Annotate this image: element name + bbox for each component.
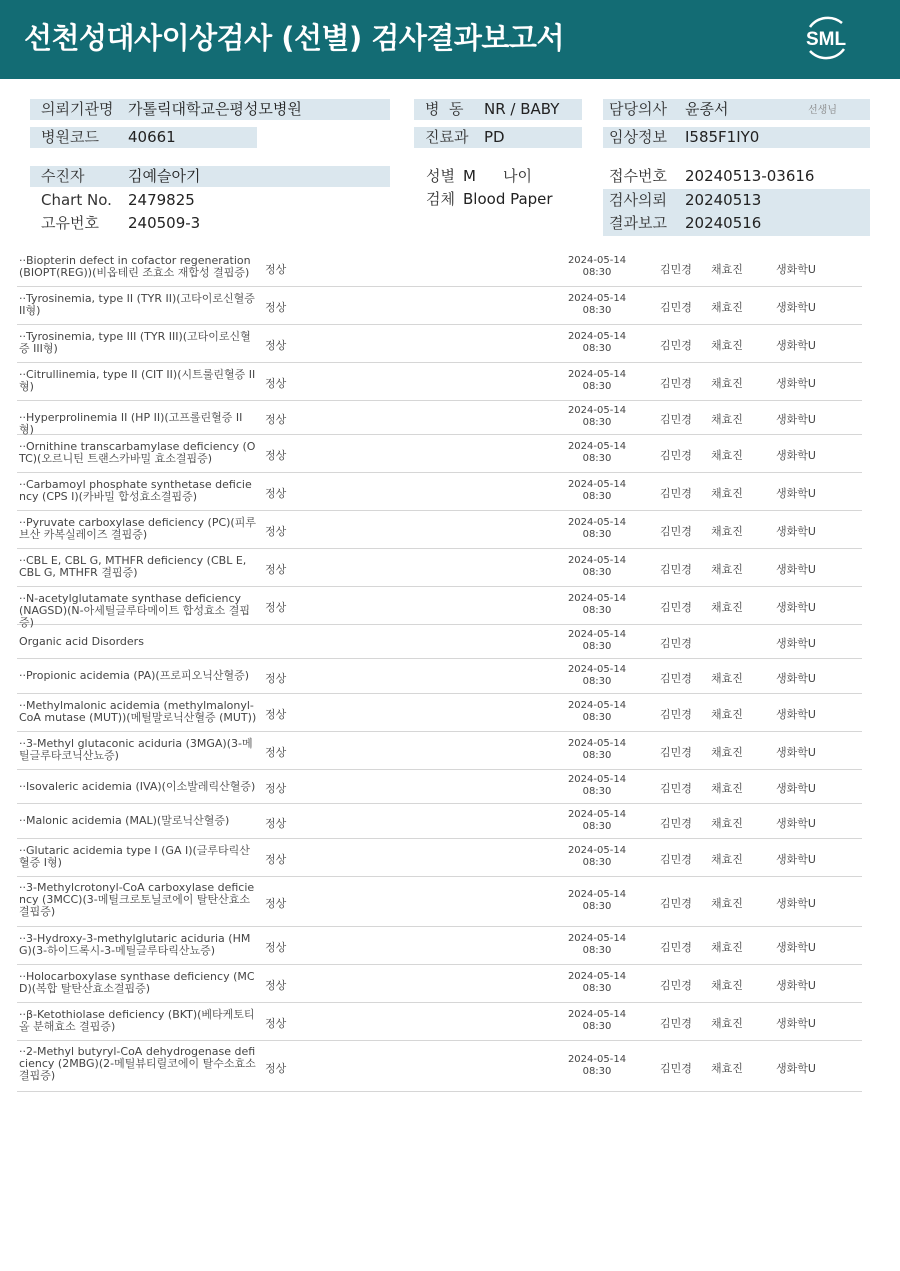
test-date: 2024-05-14 (567, 738, 627, 749)
test-name: ··Glutaric acidemia type I (GA I)(글루타릭산혈증 I형) (19, 844, 250, 869)
lab-section: 생화학U (776, 897, 816, 910)
doctor-suffix: 선생님 (808, 105, 837, 116)
test-time: 08:30 (582, 417, 612, 428)
result-row (17, 249, 862, 287)
tester-name: 김민경 (660, 941, 692, 954)
result-row (17, 770, 862, 804)
test-result: 정상 (265, 897, 287, 910)
verifier-name: 채효진 (711, 1062, 743, 1075)
doctor-label: 담당의사 (609, 100, 667, 118)
test-name: Organic acid Disorders (19, 635, 144, 648)
test-name: ··Citrullinemia, type II (CIT II)(시트룰린혈증 II형) (19, 368, 256, 393)
result-row (17, 927, 862, 965)
report-label: 결과보고 (609, 214, 667, 232)
verifier-name: 채효진 (711, 897, 743, 910)
result-row (17, 839, 862, 877)
tester-name: 김민경 (660, 263, 692, 276)
test-result: 정상 (265, 487, 287, 500)
test-datetime (547, 255, 647, 279)
test-result: 정상 (265, 525, 287, 538)
request-value: 20240513 (685, 191, 762, 209)
test-time: 08:30 (582, 786, 612, 797)
test-time: 08:30 (582, 605, 612, 616)
tester-name: 김민경 (660, 601, 692, 614)
test-name: ··2-Methyl butyryl-CoA dehydrogenase deficiency (2MBG)(2-메틸뷰티릴코에이 탈수소효소 결핍증) (19, 1045, 256, 1082)
verifier-name: 채효진 (711, 746, 743, 759)
test-datetime (547, 971, 647, 995)
test-date: 2024-05-14 (567, 331, 627, 342)
sex-label: 성별 (426, 167, 455, 185)
result-row (17, 363, 862, 401)
dept-label: 진료과 (425, 128, 469, 146)
verifier-name: 채효진 (711, 601, 743, 614)
clinical-label: 임상정보 (609, 128, 667, 146)
test-name: ··Biopterin defect in cofactor regeneration (BIOPT(REG))(비옵테린 조효소 재합성 결핍증) (19, 254, 251, 279)
test-datetime (547, 369, 647, 393)
lab-section: 생화학U (776, 708, 816, 721)
test-time: 08:30 (582, 857, 612, 868)
clinical-value: I585F1IY0 (685, 128, 760, 146)
result-row (17, 435, 862, 473)
verifier-name: 채효진 (711, 263, 743, 276)
chart-no-label: Chart No. (41, 191, 112, 209)
test-time: 08:30 (582, 983, 612, 994)
specimen-value: Blood Paper (463, 190, 553, 208)
test-datetime (547, 629, 647, 653)
test-result: 정상 (265, 263, 287, 276)
tester-name: 김민경 (660, 413, 692, 426)
test-time: 08:30 (582, 567, 612, 578)
verifier-name: 채효진 (711, 1017, 743, 1030)
unique-no-label: 고유번호 (41, 214, 99, 232)
test-date: 2024-05-14 (567, 664, 627, 675)
test-time: 08:30 (582, 676, 612, 687)
test-time: 08:30 (582, 305, 612, 316)
test-date: 2024-05-14 (567, 1054, 627, 1065)
test-time: 08:30 (582, 453, 612, 464)
test-datetime (547, 593, 647, 617)
test-date: 2024-05-14 (567, 517, 627, 528)
test-date: 2024-05-14 (567, 774, 627, 785)
test-result: 정상 (265, 301, 287, 314)
institution-value: 가톨릭대학교은평성모병원 (128, 100, 302, 118)
lab-section: 생화학U (776, 672, 816, 685)
test-result: 정상 (265, 853, 287, 866)
lab-section: 생화학U (776, 1062, 816, 1075)
tester-name: 김민경 (660, 563, 692, 576)
test-name: ··Carbamoyl phosphate synthetase deficiency (CPS I)(카바밀 합성효소결핍증) (19, 478, 252, 503)
test-datetime (547, 664, 647, 688)
test-datetime (547, 331, 647, 355)
specimen-label: 검체 (426, 190, 455, 208)
test-datetime (547, 889, 647, 913)
test-datetime (547, 933, 647, 957)
test-time: 08:30 (582, 750, 612, 761)
doctor-value: 윤종서 (685, 100, 729, 118)
lab-section: 생화학U (776, 853, 816, 866)
test-name: ··Hyperprolinemia II (HP II)(고프롤린혈증 II형) (19, 411, 243, 436)
result-row (17, 287, 862, 325)
patient-value: 김예슬아기 (128, 167, 201, 185)
tester-name: 김민경 (660, 746, 692, 759)
test-datetime (547, 1054, 647, 1078)
test-name: ··3-Hydroxy-3-methylglutaric aciduria (HMG)(3-하이드록시-3-메틸글루타릭산뇨증) (19, 932, 251, 957)
lab-section: 생화학U (776, 377, 816, 390)
tester-name: 김민경 (660, 897, 692, 910)
lab-section: 생화학U (776, 979, 816, 992)
result-row (17, 694, 862, 732)
verifier-name: 채효진 (711, 377, 743, 390)
results-table (17, 249, 862, 1092)
test-date: 2024-05-14 (567, 1009, 627, 1020)
result-row (17, 1003, 862, 1041)
test-date: 2024-05-14 (567, 629, 627, 640)
test-name: ··Tyrosinemia, type III (TYR III)(고타이로신혈증 III형) (19, 330, 251, 355)
test-datetime (547, 441, 647, 465)
test-time: 08:30 (582, 641, 612, 652)
verifier-name: 채효진 (711, 853, 743, 866)
test-time: 08:30 (582, 529, 612, 540)
test-time: 08:30 (582, 381, 612, 392)
test-name: ··β-Ketothiolase deficiency (BKT)(베타케토티올 분해효소 결핍증) (19, 1008, 255, 1033)
result-row (17, 549, 862, 587)
tester-name: 김민경 (660, 708, 692, 721)
test-datetime (547, 517, 647, 541)
test-name: ··Methylmalonic acidemia (methylmalonyl-CoA mutase (MUT))(메틸말로닉산혈증 (MUT)) (19, 699, 257, 724)
chart-no-value: 2479825 (128, 191, 195, 209)
test-name: ··N-acetylglutamate synthase deficiency (NAGSD)(N-아세틸글루타메이트 합성효소 결핍증) (19, 592, 250, 629)
tester-name: 김민경 (660, 637, 692, 650)
report-title: 선천성대사이상검사 (선별) 검사결과보고서 (24, 21, 564, 55)
test-datetime (547, 774, 647, 798)
lab-section: 생화학U (776, 301, 816, 314)
svg-text:SML: SML (805, 29, 847, 50)
tester-name: 김민경 (660, 301, 692, 314)
test-time: 08:30 (582, 901, 612, 912)
test-date: 2024-05-14 (567, 889, 627, 900)
test-name: ··3-Methylcrotonyl-CoA carboxylase deficiency (3MCC)(3-메틸크로토닐코에이 탈탄산효소 결핍증) (19, 881, 255, 918)
lab-section: 생화학U (776, 601, 816, 614)
test-date: 2024-05-14 (567, 479, 627, 490)
test-time: 08:30 (582, 343, 612, 354)
unique-no-value: 240509-3 (128, 214, 201, 232)
test-date: 2024-05-14 (567, 845, 627, 856)
lab-section: 생화학U (776, 637, 816, 650)
hospital-code-label: 병원코드 (41, 128, 99, 146)
test-result: 정상 (265, 413, 287, 426)
verifier-name: 채효진 (711, 301, 743, 314)
tester-name: 김민경 (660, 339, 692, 352)
verifier-name: 채효진 (711, 525, 743, 538)
result-row (17, 965, 862, 1003)
test-result: 정상 (265, 782, 287, 795)
test-date: 2024-05-14 (567, 293, 627, 304)
tester-name: 김민경 (660, 1062, 692, 1075)
test-date: 2024-05-14 (567, 593, 627, 604)
test-datetime (547, 293, 647, 317)
verifier-name: 채효진 (711, 941, 743, 954)
lab-section: 생화학U (776, 339, 816, 352)
verifier-name: 채효진 (711, 817, 743, 830)
lab-section: 생화학U (776, 817, 816, 830)
test-name: ··Malonic acidemia (MAL)(말로닉산혈증) (19, 814, 230, 827)
test-result: 정상 (265, 817, 287, 830)
test-result: 정상 (265, 601, 287, 614)
test-time: 08:30 (582, 1021, 612, 1032)
request-label: 검사의뢰 (609, 191, 667, 209)
lab-section: 생화학U (776, 413, 816, 426)
test-name: ··Tyrosinemia, type II (TYR II)(고타이로신혈증 II형) (19, 292, 255, 317)
receipt-value: 20240513-03616 (685, 167, 815, 185)
tester-name: 김민경 (660, 1017, 692, 1030)
test-datetime (547, 555, 647, 579)
lab-section: 생화학U (776, 487, 816, 500)
test-name: ··CBL E, CBL G, MTHFR deficiency (CBL E, CBL G, MTHFR 결핍증) (19, 554, 247, 579)
test-name: ··Propionic acidemia (PA)(프로피오닉산혈증) (19, 669, 250, 682)
result-row (17, 732, 862, 770)
result-row (17, 587, 862, 629)
test-time: 08:30 (582, 267, 612, 278)
institution-label: 의뢰기관명 (41, 100, 114, 118)
test-result: 정상 (265, 746, 287, 759)
tester-name: 김민경 (660, 782, 692, 795)
tester-name: 김민경 (660, 449, 692, 462)
verifier-name: 채효진 (711, 708, 743, 721)
lab-section: 생화학U (776, 525, 816, 538)
age-label: 나이 (503, 167, 532, 185)
test-time: 08:30 (582, 1066, 612, 1077)
test-datetime (547, 738, 647, 762)
test-datetime (547, 1009, 647, 1033)
test-result: 정상 (265, 941, 287, 954)
hospital-code-value: 40661 (128, 128, 176, 146)
test-date: 2024-05-14 (567, 555, 627, 566)
verifier-name: 채효진 (711, 413, 743, 426)
test-datetime (547, 479, 647, 503)
result-row (17, 511, 862, 549)
test-result: 정상 (265, 708, 287, 721)
verifier-name: 채효진 (711, 672, 743, 685)
test-date: 2024-05-14 (567, 700, 627, 711)
test-date: 2024-05-14 (567, 933, 627, 944)
report-header (0, 0, 900, 79)
sml-logo (798, 13, 854, 63)
test-result: 정상 (265, 377, 287, 390)
test-result: 정상 (265, 979, 287, 992)
test-datetime (547, 845, 647, 869)
lab-section: 생화학U (776, 563, 816, 576)
test-name: ··Pyruvate carboxylase deficiency (PC)(피루브산 카복실레이즈 결핍증) (19, 516, 256, 541)
report-value: 20240516 (685, 214, 762, 232)
test-name: ··Holocarboxylase synthase deficiency (MCD)(복합 탈탄산효소결핍증) (19, 970, 255, 995)
tester-name: 김민경 (660, 377, 692, 390)
verifier-name: 채효진 (711, 563, 743, 576)
result-row (17, 877, 862, 927)
test-result: 정상 (265, 1062, 287, 1075)
test-result: 정상 (265, 563, 287, 576)
lab-section: 생화학U (776, 263, 816, 276)
verifier-name: 채효진 (711, 487, 743, 500)
test-result: 정상 (265, 339, 287, 352)
lab-section: 생화학U (776, 1017, 816, 1030)
patient-label: 수진자 (41, 167, 85, 185)
test-date: 2024-05-14 (567, 405, 627, 416)
lab-section: 생화학U (776, 941, 816, 954)
sex-value: M (463, 167, 476, 185)
lab-section: 생화학U (776, 746, 816, 759)
dept-value: PD (484, 128, 505, 146)
result-row (17, 401, 862, 435)
tester-name: 김민경 (660, 853, 692, 866)
ward-value: NR / BABY (484, 100, 560, 118)
result-row (17, 804, 862, 839)
result-row (17, 625, 862, 659)
test-time: 08:30 (582, 491, 612, 502)
test-name: ··3-Methyl glutaconic aciduria (3MGA)(3-메틸글루타코닉산뇨증) (19, 737, 253, 762)
ward-label: 병 동 (425, 100, 464, 118)
result-row (17, 325, 862, 363)
tester-name: 김민경 (660, 487, 692, 500)
test-date: 2024-05-14 (567, 441, 627, 452)
test-date: 2024-05-14 (567, 971, 627, 982)
test-datetime (547, 809, 647, 833)
lab-section: 생화학U (776, 782, 816, 795)
test-datetime (547, 700, 647, 724)
test-date: 2024-05-14 (567, 369, 627, 380)
result-row (17, 1041, 862, 1092)
verifier-name: 채효진 (711, 339, 743, 352)
test-time: 08:30 (582, 821, 612, 832)
test-name: ··Isovaleric acidemia (IVA)(이소발레릭산혈증) (19, 780, 256, 793)
test-datetime (547, 405, 647, 429)
receipt-label: 접수번호 (609, 167, 667, 185)
tester-name: 김민경 (660, 817, 692, 830)
tester-name: 김민경 (660, 979, 692, 992)
tester-name: 김민경 (660, 525, 692, 538)
verifier-name: 채효진 (711, 449, 743, 462)
test-result: 정상 (265, 1017, 287, 1030)
verifier-name: 채효진 (711, 782, 743, 795)
lab-section: 생화학U (776, 449, 816, 462)
test-result: 정상 (265, 672, 287, 685)
result-row (17, 473, 862, 511)
verifier-name: 채효진 (711, 979, 743, 992)
test-time: 08:30 (582, 945, 612, 956)
test-date: 2024-05-14 (567, 809, 627, 820)
test-time: 08:30 (582, 712, 612, 723)
test-name: ··Ornithine transcarbamylase deficiency (OTC)(오르니틴 트랜스카바밀 효소결핍증) (19, 440, 256, 465)
test-result: 정상 (265, 449, 287, 462)
tester-name: 김민경 (660, 672, 692, 685)
result-row (17, 659, 862, 694)
test-date: 2024-05-14 (567, 255, 627, 266)
